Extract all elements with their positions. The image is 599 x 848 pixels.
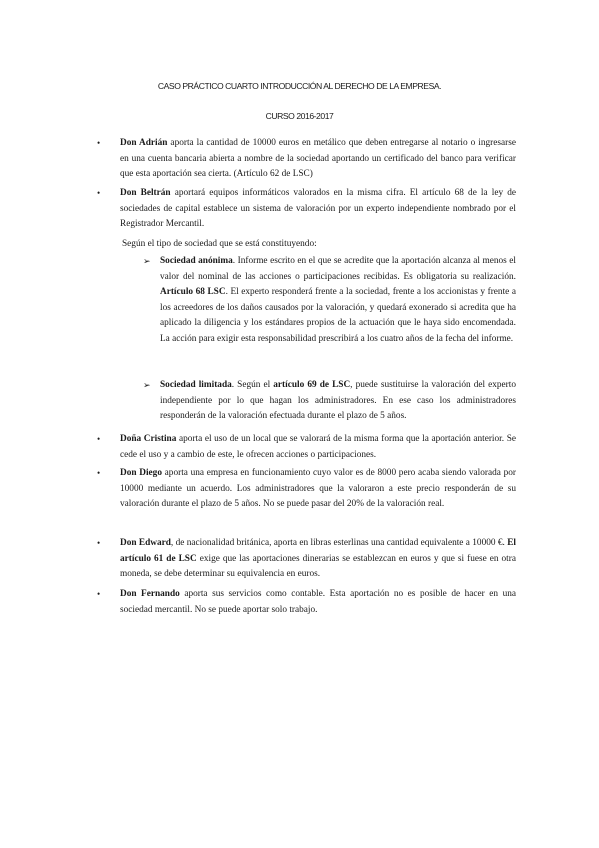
paragraph-diego	[120, 466, 516, 513]
paragraph-sociedad-anonima	[160, 254, 516, 347]
paragraph-text: . Informe escrito en el que se acredite que la aportación alcanza al menos el valor del nominal de las acciones o participaciones recibidas. Es obligatoria su realización.	[160, 256, 516, 282]
paragraph-text: aporta sus servicios como contable. Esta aportación no es posible de hacer en una sociedad mercantil. No se puede aportar solo trabajo.	[120, 589, 516, 615]
paragraph-sociedad-limitada	[160, 378, 516, 425]
paragraph-text: , puede sustituirse la valoración del experto independiente por lo que hagan los administradores. En ese caso los administradores responderán de la valoración efectuada durante el plazo de 5 años.	[160, 380, 517, 421]
paragraph-adrian	[120, 136, 516, 183]
paragraph-text: exige que las aportaciones dinerarias se establezcan en euros y que si fuese en otra moneda, se debe determinar su equivalencia en euros.	[120, 553, 516, 579]
paragraph-text: , de nacionalidad británica, aporta en libras esterlinas una cantidad equivalente a 10000 €.	[170, 538, 508, 548]
document-title: CASO PRÁCTICO CUARTO INTRODUCCIÓN AL DERECHO DE LA EMPRESA.	[157, 81, 442, 91]
bullet-icon: •	[97, 188, 101, 198]
paragraph-text: . El experto responderá frente a la sociedad, frente a los accionistas y frente a los acreedores de los daños causados por la valoración, y quedará exonerado si acredita que ha aplicado la diligencia y los estándares propios de la actuación que le haya sido encomendada. La acción para exigir esta responsabilidad prescribirá a los cuatro años de la fecha del informe.	[160, 287, 516, 344]
law-reference: artículo 69 de LSC	[273, 380, 351, 390]
person-name: Don Edward	[120, 538, 171, 548]
bullet-icon: •	[97, 434, 101, 444]
bullet-icon: •	[97, 589, 101, 599]
paragraph-text: aporta una empresa en funcionamiento cuyo valor es de 8000 pero acaba siendo valorada por 10000 mediante un acuerdo. Los administradores que la valoraron a este precio responderán de su valoración durante el plazo de 5 años. No se puede pasar del 20% de la valoración real.	[120, 468, 516, 509]
paragraph-text: . Según el	[231, 380, 274, 390]
subtype-name: Sociedad anónima	[160, 256, 233, 266]
person-name: Don Fernando	[120, 589, 180, 599]
paragraph-text: aporta el uso de un local que se valorará de la misma forma que la aportación anterior. Se cede el uso y a cambio de este, le ofrecen acciones o participaciones.	[120, 434, 516, 460]
person-name: Don Diego	[120, 468, 162, 478]
person-name: Don Adrián	[120, 138, 168, 148]
law-reference: El artículo 61 de LSC	[120, 538, 516, 564]
bullet-icon: •	[97, 468, 101, 478]
bullet-icon: •	[97, 138, 101, 148]
paragraph-text: aporta la cantidad de 10000 euros en metálico que deben entregarse al notario o ingresarse en una cuenta bancaria abierta a nombre de la sociedad aportando un certificado del banco para verificar que esta aportación sea cierta. (Artículo 62 de LSC)	[120, 138, 516, 179]
arrow-bullet-icon: ➢	[143, 256, 151, 266]
person-name: Doña Cristina	[120, 434, 177, 444]
arrow-bullet-icon: ➢	[143, 380, 151, 390]
subtypes-intro: Según el tipo de sociedad que se está constituyendo:	[122, 239, 317, 249]
person-name: Don Beltrán	[120, 188, 171, 198]
paragraph-text: aportará equipos informáticos valorados en la misma cifra. El artículo 68 de la ley de sociedades de capital establece un sistema de valoración por un experto independiente nombrado por el Registrador Mercantil.	[120, 188, 516, 229]
paragraph-fernando	[120, 587, 516, 618]
subtype-name: Sociedad limitada	[160, 380, 232, 390]
bullet-icon: •	[97, 538, 101, 548]
paragraph-edward	[120, 536, 516, 583]
paragraph-cristina	[120, 432, 516, 463]
course-year: CURSO 2016-2017	[265, 111, 334, 121]
law-reference: Artículo 68 LSC	[160, 287, 226, 297]
paragraph-beltran	[120, 186, 516, 233]
